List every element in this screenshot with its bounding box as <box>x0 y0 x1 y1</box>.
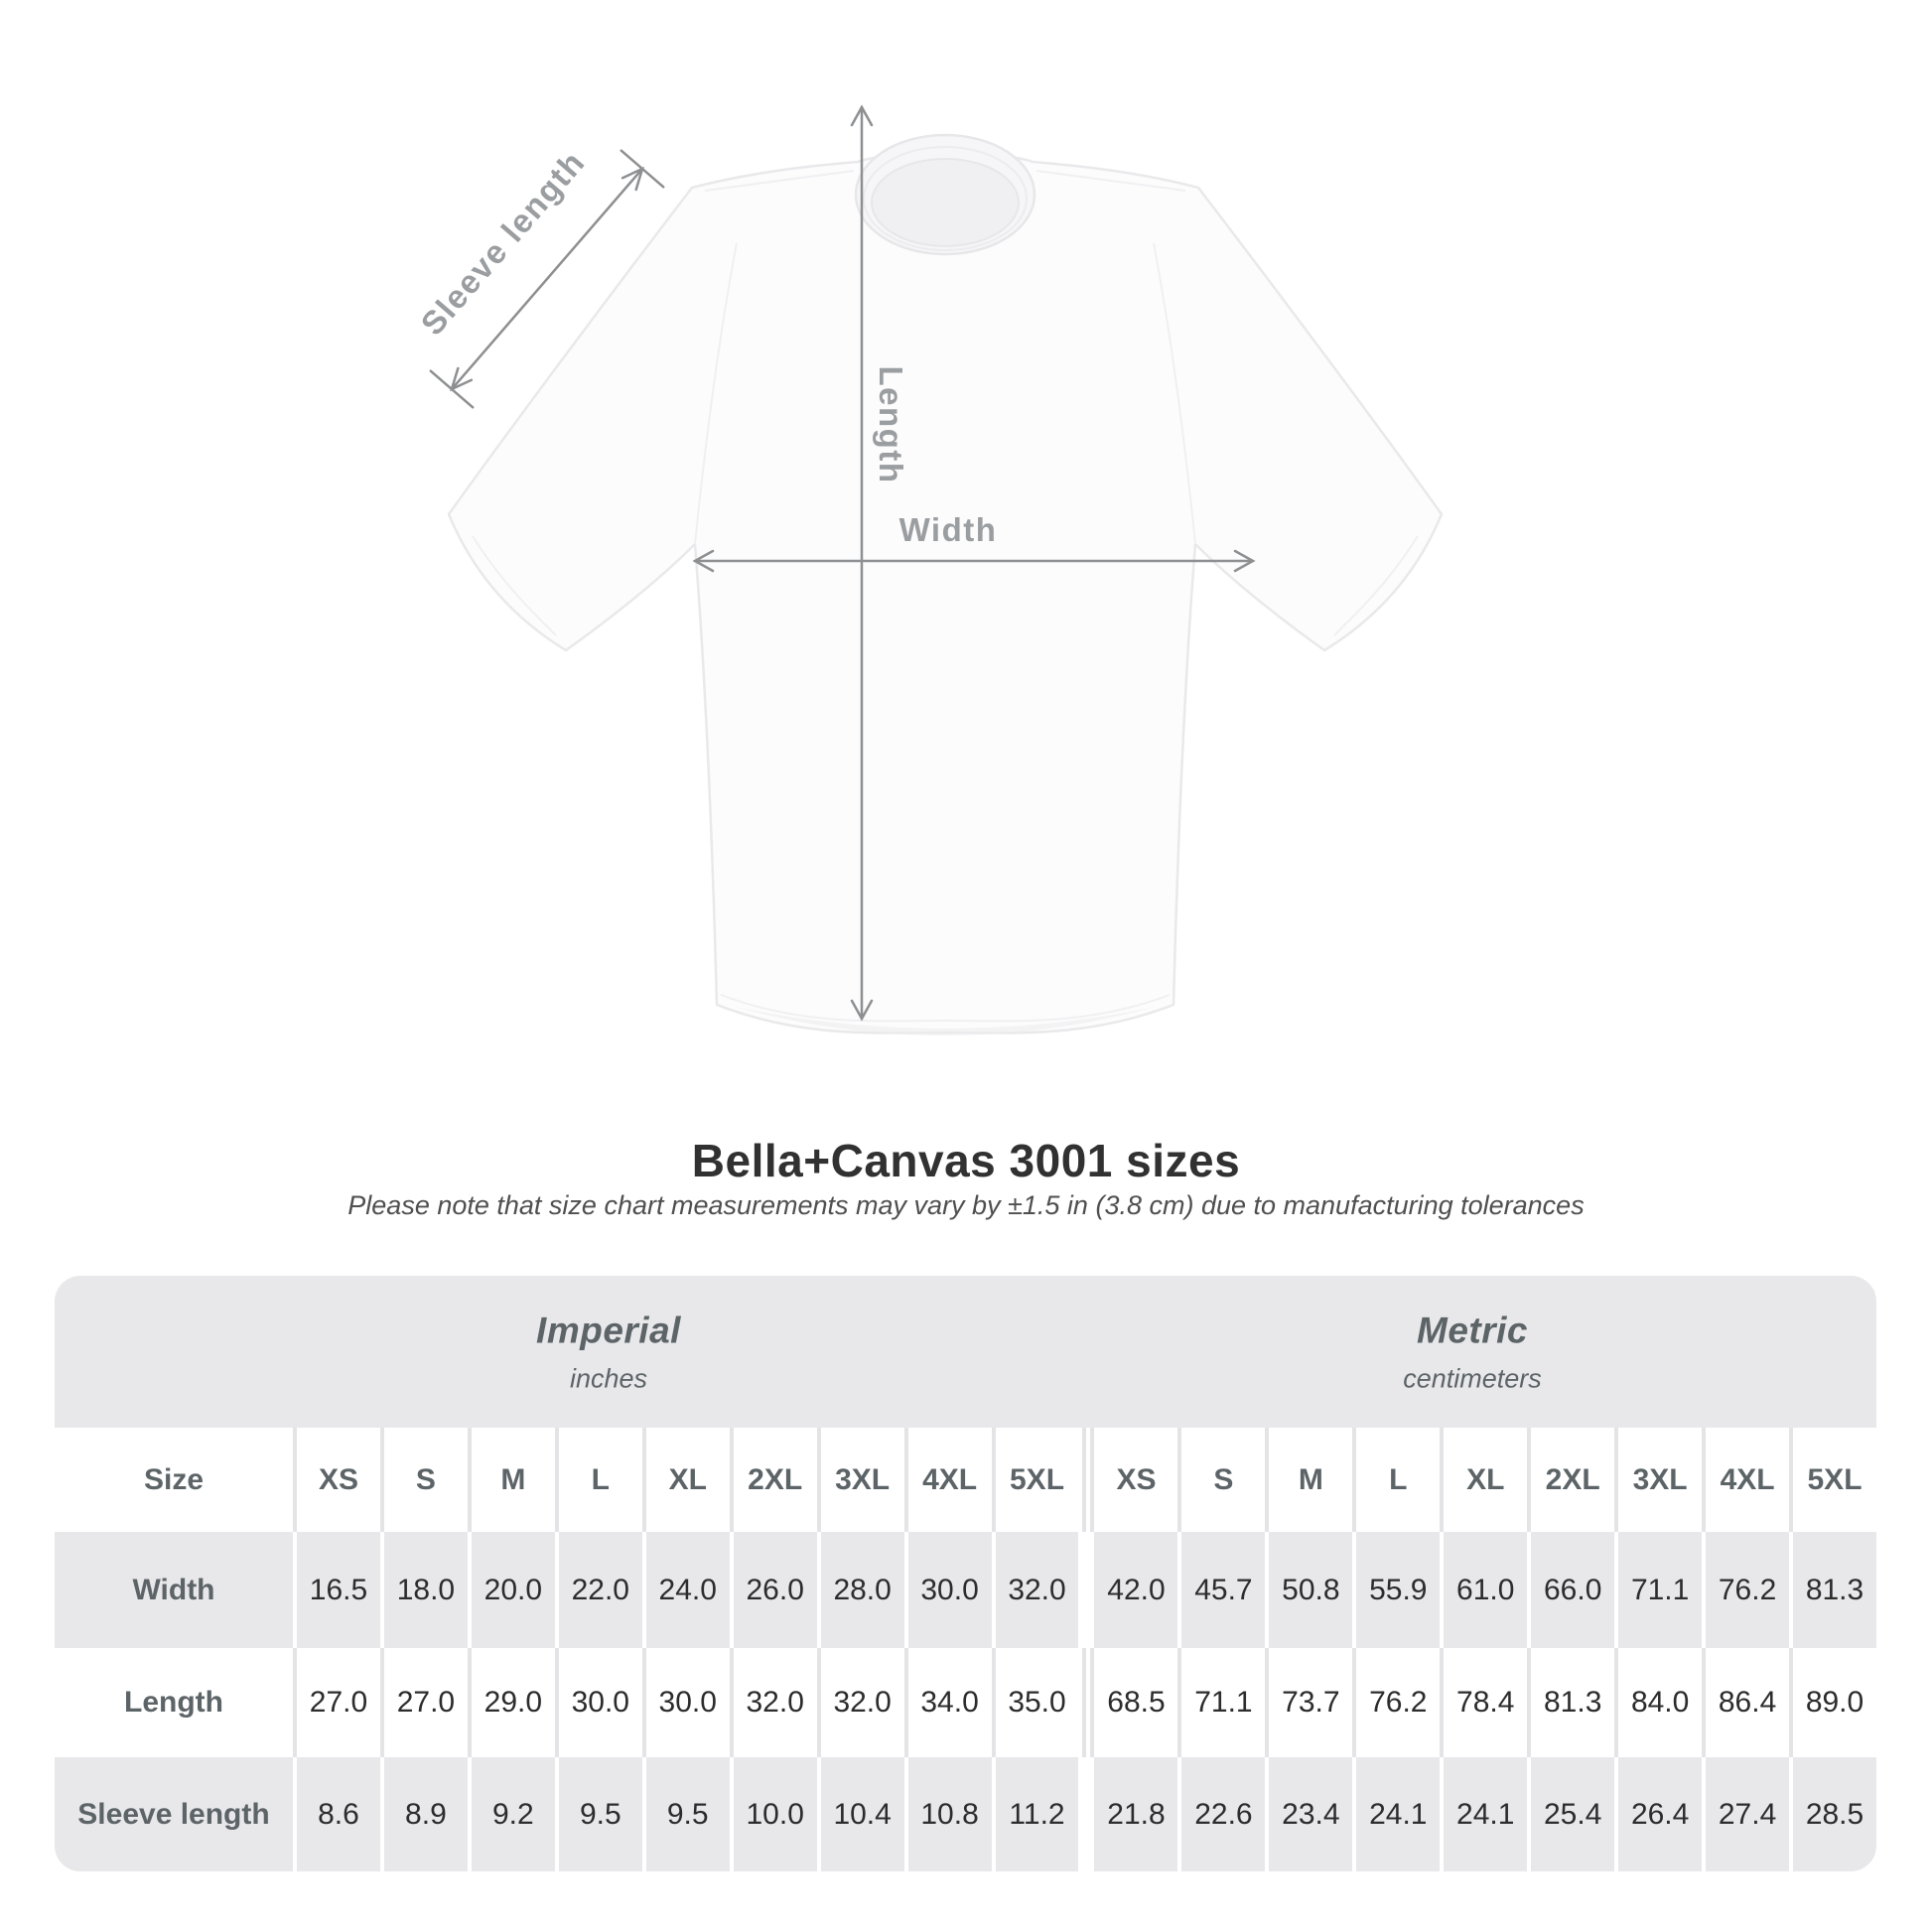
value-imperial-3xl: 28.0 <box>817 1532 904 1648</box>
value-metric-3xl: 26.4 <box>1614 1757 1702 1871</box>
size-header-metric-m: M <box>1265 1428 1352 1532</box>
value-imperial-xs: 8.6 <box>293 1757 380 1871</box>
value-metric-4xl: 76.2 <box>1702 1532 1789 1648</box>
value-imperial-l: 9.5 <box>555 1757 642 1871</box>
value-metric-2xl: 81.3 <box>1527 1648 1614 1757</box>
value-metric-s: 22.6 <box>1177 1757 1265 1871</box>
size-chart-table <box>55 1276 1876 1871</box>
value-metric-l: 55.9 <box>1352 1532 1440 1648</box>
value-imperial-xl: 9.5 <box>642 1757 730 1871</box>
tolerance-note: Please note that size chart measurements may vary by ±1.5 in (3.8 cm) due to manufacturing tolerances <box>347 1190 1585 1220</box>
value-imperial-2xl: 10.0 <box>730 1757 817 1871</box>
size-header-imperial-5xl: 5XL <box>992 1428 1079 1532</box>
value-imperial-m: 20.0 <box>468 1532 555 1648</box>
value-imperial-5xl: 35.0 <box>992 1648 1079 1757</box>
length-label: Length <box>873 365 909 484</box>
tshirt-illustration <box>449 135 1442 1035</box>
unit-section-row <box>55 1276 1876 1428</box>
value-imperial-3xl: 10.4 <box>817 1757 904 1871</box>
table-row-length <box>55 1648 1876 1757</box>
table-row-sleeve-length <box>55 1757 1876 1871</box>
table-half-divider <box>1078 1757 1090 1871</box>
value-metric-m: 73.7 <box>1265 1648 1352 1757</box>
value-metric-s: 71.1 <box>1177 1648 1265 1757</box>
value-metric-3xl: 71.1 <box>1614 1532 1702 1648</box>
value-imperial-xs: 16.5 <box>293 1532 380 1648</box>
value-metric-l: 76.2 <box>1352 1648 1440 1757</box>
size-header-metric-2xl: 2XL <box>1527 1428 1614 1532</box>
width-label: Width <box>898 511 998 548</box>
value-imperial-s: 8.9 <box>380 1757 468 1871</box>
size-header-imperial-s: S <box>380 1428 468 1532</box>
table-half-divider <box>1078 1648 1090 1757</box>
page-title: Bella+Canvas 3001 sizes <box>691 1135 1241 1186</box>
row-label-width: Width <box>55 1532 293 1648</box>
size-header-row <box>55 1428 1876 1532</box>
size-header-metric-s: S <box>1177 1428 1265 1532</box>
sleeve-length-label: Sleeve length <box>413 143 593 343</box>
table-half-divider <box>1078 1532 1090 1648</box>
row-label-sleeve-length: Sleeve length <box>55 1757 293 1871</box>
value-imperial-m: 9.2 <box>468 1757 555 1871</box>
value-imperial-3xl: 32.0 <box>817 1648 904 1757</box>
metric-title: Metric <box>1417 1310 1528 1350</box>
value-imperial-m: 29.0 <box>468 1648 555 1757</box>
value-metric-3xl: 84.0 <box>1614 1648 1702 1757</box>
size-header-imperial-3xl: 3XL <box>817 1428 904 1532</box>
value-metric-5xl: 28.5 <box>1789 1757 1876 1871</box>
metric-unit: centimeters <box>1403 1363 1542 1393</box>
value-metric-xs: 68.5 <box>1090 1648 1177 1757</box>
row-label-length: Length <box>124 1686 223 1719</box>
size-header-imperial-m: M <box>468 1428 555 1532</box>
size-header-metric-3xl: 3XL <box>1614 1428 1702 1532</box>
size-header-metric-xl: XL <box>1440 1428 1527 1532</box>
value-imperial-s: 27.0 <box>380 1648 468 1757</box>
size-header-metric-4xl: 4XL <box>1702 1428 1789 1532</box>
value-metric-m: 50.8 <box>1265 1532 1352 1648</box>
size-header-imperial-xs: XS <box>293 1428 380 1532</box>
size-header-metric-xs: XS <box>1090 1428 1177 1532</box>
value-metric-2xl: 25.4 <box>1527 1757 1614 1871</box>
value-imperial-4xl: 34.0 <box>904 1648 992 1757</box>
value-imperial-4xl: 30.0 <box>904 1532 992 1648</box>
value-imperial-5xl: 32.0 <box>992 1532 1079 1648</box>
imperial-unit: inches <box>569 1363 648 1393</box>
value-imperial-s: 18.0 <box>380 1532 468 1648</box>
value-metric-s: 45.7 <box>1177 1532 1265 1648</box>
unit-section-band <box>55 1276 1876 1428</box>
imperial-section-header <box>536 1310 681 1394</box>
value-metric-5xl: 89.0 <box>1789 1648 1876 1757</box>
value-metric-xs: 21.8 <box>1090 1757 1177 1871</box>
value-imperial-xl: 24.0 <box>642 1532 730 1648</box>
size-header-imperial-2xl: 2XL <box>730 1428 817 1532</box>
value-metric-xl: 78.4 <box>1440 1648 1527 1757</box>
table-row-width <box>55 1532 1876 1648</box>
value-metric-4xl: 27.4 <box>1702 1757 1789 1871</box>
value-imperial-xs: 27.0 <box>293 1648 380 1757</box>
value-imperial-xl: 30.0 <box>642 1648 730 1757</box>
size-header-imperial-xl: XL <box>642 1428 730 1532</box>
size-header-metric-5xl: 5XL <box>1789 1428 1876 1532</box>
value-metric-4xl: 86.4 <box>1702 1648 1789 1757</box>
value-metric-xl: 61.0 <box>1440 1532 1527 1648</box>
metric-section-header <box>1403 1310 1542 1394</box>
size-header-imperial-l: L <box>555 1428 642 1532</box>
value-metric-5xl: 81.3 <box>1789 1532 1876 1648</box>
value-imperial-l: 22.0 <box>555 1532 642 1648</box>
value-metric-xs: 42.0 <box>1090 1532 1177 1648</box>
table-half-divider <box>1078 1428 1090 1532</box>
value-imperial-2xl: 32.0 <box>730 1648 817 1757</box>
size-header-imperial-4xl: 4XL <box>904 1428 992 1532</box>
value-metric-l: 24.1 <box>1352 1757 1440 1871</box>
value-imperial-4xl: 10.8 <box>904 1757 992 1871</box>
size-column-header: Size <box>143 1462 205 1496</box>
value-imperial-l: 30.0 <box>555 1648 642 1757</box>
value-imperial-2xl: 26.0 <box>730 1532 817 1648</box>
imperial-title: Imperial <box>536 1310 681 1350</box>
value-imperial-5xl: 11.2 <box>992 1757 1079 1871</box>
value-metric-xl: 24.1 <box>1440 1757 1527 1871</box>
size-header-metric-l: L <box>1352 1428 1440 1532</box>
value-metric-m: 23.4 <box>1265 1757 1352 1871</box>
value-metric-2xl: 66.0 <box>1527 1532 1614 1648</box>
